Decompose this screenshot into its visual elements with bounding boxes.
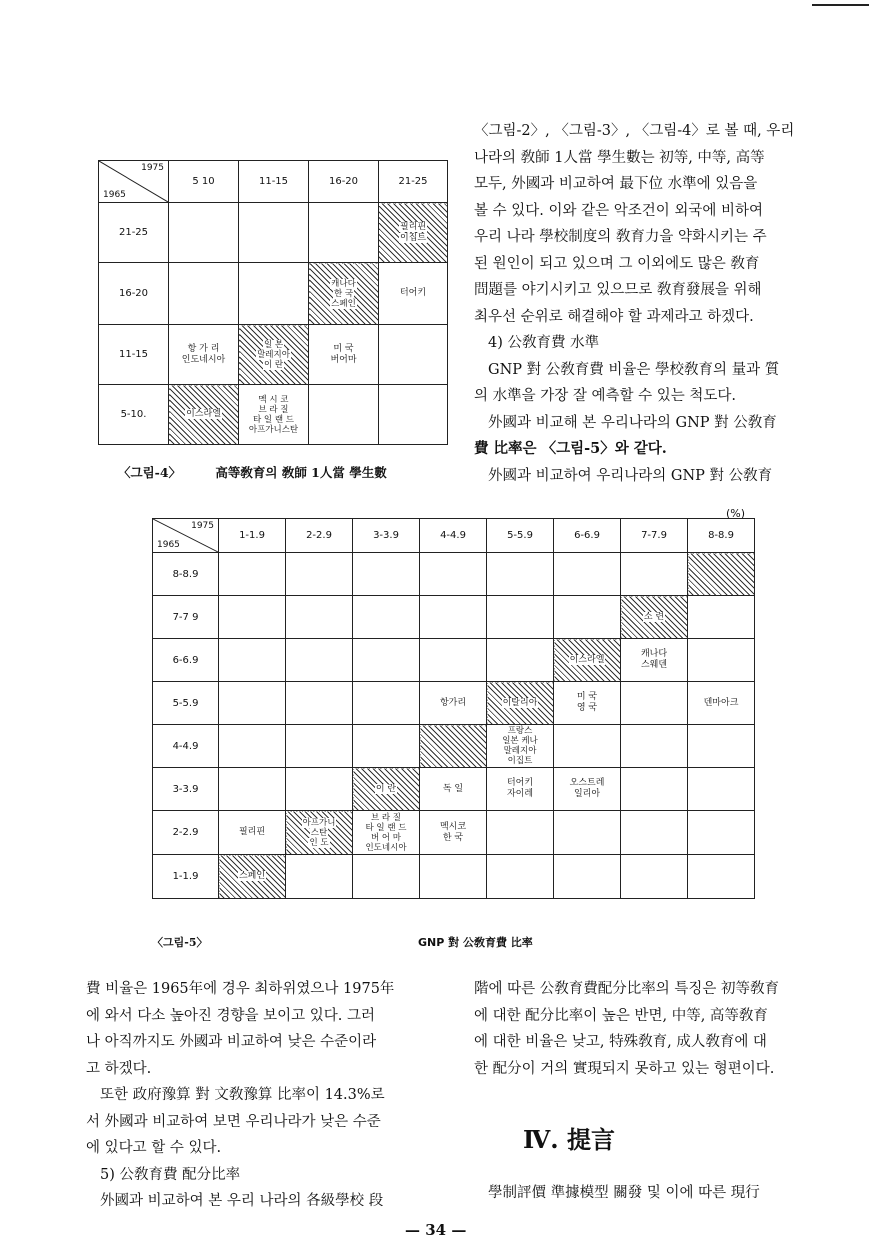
table-cell bbox=[169, 203, 239, 263]
table-cell bbox=[621, 639, 688, 682]
text-line: 〈그림-2〉, 〈그림-3〉, 〈그림-4〉로 볼 때, 우리 bbox=[474, 123, 795, 139]
table-cell bbox=[688, 768, 755, 811]
text-line: 에 와서 다소 높아진 경향을 보이고 있다. 그러 bbox=[86, 1007, 375, 1024]
table-cell bbox=[353, 811, 420, 855]
table-cell bbox=[621, 768, 688, 811]
table-cell bbox=[487, 682, 554, 725]
table-cell bbox=[286, 768, 353, 811]
column-header: 1-1.9 bbox=[219, 519, 286, 553]
country-label: 캐나다 bbox=[331, 278, 356, 289]
country-label: 말레지아 bbox=[503, 746, 537, 756]
table-cell bbox=[219, 639, 286, 682]
column-header: 16-20 bbox=[309, 161, 379, 203]
table-cell bbox=[353, 855, 420, 899]
table-cell bbox=[621, 553, 688, 596]
table-cell bbox=[621, 596, 688, 639]
left-bottom-paragraph bbox=[86, 976, 446, 1215]
table-cell bbox=[219, 596, 286, 639]
text-line: 한 配分이 거의 實現되지 못하고 있는 형편이다. bbox=[474, 1060, 775, 1077]
row-header: 6-6.9 bbox=[153, 639, 219, 682]
country-label: 터어키 bbox=[379, 263, 448, 325]
row-header: 1-1.9 bbox=[153, 855, 219, 899]
country-label: 일 본 bbox=[263, 339, 284, 350]
country-label: 필리핀 bbox=[399, 221, 427, 232]
table-cell bbox=[621, 855, 688, 899]
country-label: 스페인 bbox=[331, 298, 356, 309]
table-cell bbox=[219, 725, 286, 768]
country-label: 이탈리아 bbox=[502, 697, 538, 708]
table-cell bbox=[286, 811, 353, 855]
table-cell bbox=[219, 682, 286, 725]
table-cell bbox=[239, 385, 309, 445]
table-cell bbox=[309, 203, 379, 263]
country-label: 브 라 질 bbox=[370, 812, 402, 823]
table-cell bbox=[688, 855, 755, 899]
country-label: 덴마아크 bbox=[688, 682, 755, 725]
country-label: 이집트 bbox=[507, 756, 533, 766]
country-label: 인 도 bbox=[309, 837, 329, 848]
text-line: 최우선 순위로 해결해야 할 과제라고 하겠다. bbox=[474, 308, 754, 325]
table-cell bbox=[353, 768, 420, 811]
table-cell bbox=[169, 385, 239, 445]
country-label: 인도네시아 bbox=[365, 842, 407, 853]
country-label: 브 라 질 bbox=[258, 404, 289, 415]
country-label: 타 일 랜 드 bbox=[253, 414, 294, 425]
text-line: 나 아직까지도 外國과 비교하여 낮은 수준이라 bbox=[86, 1034, 377, 1050]
table-cell bbox=[554, 639, 621, 682]
table-cell bbox=[554, 768, 621, 811]
text-line: 고 하겠다. bbox=[86, 1060, 152, 1077]
section-iv-heading: Ⅳ. 提言 bbox=[523, 1125, 615, 1154]
table-cell bbox=[420, 855, 487, 899]
table-cell bbox=[621, 811, 688, 855]
table-cell bbox=[688, 553, 755, 596]
row-header: 11-15 bbox=[99, 325, 169, 385]
table-cell bbox=[621, 725, 688, 768]
table-cell bbox=[688, 725, 755, 768]
table-cell bbox=[379, 325, 448, 385]
table-cell bbox=[169, 263, 239, 325]
country-label: 스탄 bbox=[310, 827, 328, 838]
country-label: 타 일 랜 드 bbox=[365, 822, 407, 833]
table-cell bbox=[688, 596, 755, 639]
country-label: 일본 케나 bbox=[502, 736, 538, 746]
caption-label: 〈그림-4〉 bbox=[118, 465, 182, 480]
text-line: 된 원인이 되고 있으며 그 이외에도 많은 敎育 bbox=[474, 255, 760, 272]
row-header: 2-2.9 bbox=[153, 811, 219, 855]
page-number: — 34 — bbox=[405, 1221, 467, 1239]
country-label: 버 어 마 bbox=[370, 832, 402, 843]
table-cell bbox=[487, 639, 554, 682]
country-label: 한 국 bbox=[442, 832, 464, 843]
table-cell bbox=[353, 596, 420, 639]
table-cell bbox=[286, 639, 353, 682]
row-header: 5-10. bbox=[99, 385, 169, 445]
table-cell bbox=[420, 553, 487, 596]
country-label: 버어마 bbox=[330, 354, 357, 365]
text-line: 또한 政府豫算 對 文敎豫算 比率이 14.3%로 bbox=[100, 1087, 385, 1103]
table-cell bbox=[239, 263, 309, 325]
figure-4-table bbox=[98, 160, 448, 445]
row-header: 7-7 9 bbox=[153, 596, 219, 639]
text-line: GNP 對 公敎育費 비율은 學校敎育의 量과 質 bbox=[488, 361, 780, 378]
country-label: 멕 시 코 bbox=[258, 394, 289, 405]
country-label: 스웨덴 bbox=[640, 660, 668, 670]
country-label: 터어키 bbox=[506, 778, 534, 788]
country-label: 프랑스 bbox=[507, 726, 533, 736]
column-header: 5 10 bbox=[169, 161, 239, 203]
corner-cell bbox=[153, 519, 219, 553]
table-cell bbox=[239, 325, 309, 385]
table-cell bbox=[554, 553, 621, 596]
text-line: 의 水準을 가장 잘 예측할 수 있는 척도다. bbox=[474, 388, 736, 404]
text-line: 우리 나라 學校制度의 敎育力을 약화시키는 주 bbox=[474, 229, 767, 245]
text-line: 外國과 비교하여 우리나라의 GNP 對 公敎育 bbox=[488, 467, 773, 484]
country-label: 미 국 bbox=[333, 343, 354, 354]
text-line: 外國과 비교하여 본 우리 나라의 各級學校 段 bbox=[100, 1193, 384, 1209]
section-5-heading: 5) 公敎育費 配分比率 bbox=[100, 1166, 241, 1183]
corner-year-top: 1975 bbox=[141, 163, 164, 173]
table-cell bbox=[554, 811, 621, 855]
table-cell bbox=[420, 639, 487, 682]
table-cell bbox=[487, 811, 554, 855]
figure-5-caption-label: 〈그림-5〉 bbox=[152, 936, 208, 949]
column-header: 8-8.9 bbox=[688, 519, 755, 553]
table-cell bbox=[309, 385, 379, 445]
table-cell bbox=[286, 725, 353, 768]
country-label: 이 란 bbox=[375, 783, 397, 794]
text-line: 에 대한 비율은 낮고, 特殊敎育, 成人敎育에 대 bbox=[474, 1034, 767, 1050]
column-header: 4-4.9 bbox=[420, 519, 487, 553]
section-4-heading: 4) 公敎育費 水準 bbox=[488, 335, 600, 351]
country-label: 아프가니 bbox=[302, 817, 336, 828]
table-cell bbox=[309, 325, 379, 385]
table-cell bbox=[379, 203, 448, 263]
caption-title: 高等敎育의 敎師 1人當 學生數 bbox=[215, 465, 387, 480]
table-cell bbox=[239, 203, 309, 263]
country-label: 이 란 bbox=[263, 359, 284, 370]
corner-cell bbox=[99, 161, 169, 203]
row-header: 8-8.9 bbox=[153, 553, 219, 596]
country-label: 독 일 bbox=[420, 768, 487, 811]
table-cell bbox=[219, 553, 286, 596]
table-cell bbox=[286, 855, 353, 899]
corner-year-top: 1975 bbox=[191, 521, 214, 531]
corner-year-bottom: 1965 bbox=[103, 190, 126, 200]
table-cell bbox=[353, 725, 420, 768]
row-header: 5-5.9 bbox=[153, 682, 219, 725]
country-label: 캐나다 bbox=[640, 649, 668, 659]
table-cell bbox=[487, 553, 554, 596]
country-label: 말레지아 bbox=[257, 349, 290, 360]
country-label: 스페인 bbox=[238, 871, 266, 881]
table-cell bbox=[487, 768, 554, 811]
column-header: 2-2.9 bbox=[286, 519, 353, 553]
table-cell bbox=[353, 553, 420, 596]
text-line: 나라의 敎師 1人當 學生數는 初等, 中等, 高等 bbox=[474, 149, 765, 166]
table-cell bbox=[420, 596, 487, 639]
text-line: 서 外國과 비교하여 보면 우리나라가 낮은 수준 bbox=[86, 1113, 381, 1130]
table-cell bbox=[554, 596, 621, 639]
table-cell bbox=[309, 263, 379, 325]
country-label: 항 가 리 bbox=[187, 343, 220, 354]
table-cell bbox=[688, 639, 755, 682]
table-cell bbox=[353, 639, 420, 682]
table-cell bbox=[621, 682, 688, 725]
text-line: 問題를 야기시키고 있으므로 敎育發展을 위해 bbox=[474, 282, 762, 298]
country-label: 아프가니스탄 bbox=[248, 424, 299, 435]
country-label: 이집트 bbox=[399, 232, 427, 243]
column-header: 3-3.9 bbox=[353, 519, 420, 553]
corner-year-bottom: 1965 bbox=[157, 540, 180, 550]
right-top-paragraph bbox=[474, 118, 834, 489]
column-header: 7-7.9 bbox=[621, 519, 688, 553]
row-header: 21-25 bbox=[99, 203, 169, 263]
country-label: 일리아 bbox=[573, 789, 601, 799]
country-label: 영 국 bbox=[576, 703, 598, 713]
table-cell bbox=[688, 811, 755, 855]
text-line: 에 대한 配分比率이 높은 반면, 中等, 高等敎育 bbox=[474, 1007, 768, 1024]
table-cell bbox=[286, 682, 353, 725]
column-header: 6-6.9 bbox=[554, 519, 621, 553]
row-header: 3-3.9 bbox=[153, 768, 219, 811]
figure-5-caption-title: GNP 對 公敎育費 比率 bbox=[418, 936, 533, 949]
table-cell bbox=[286, 596, 353, 639]
table-cell bbox=[219, 855, 286, 899]
text-line: 階에 따른 公敎育費配分比率의 특징은 初等敎育 bbox=[474, 981, 779, 997]
country-label: 이스라엘 bbox=[186, 409, 221, 419]
column-header: 11-15 bbox=[239, 161, 309, 203]
table-cell bbox=[487, 725, 554, 768]
country-label: 이스라엘 bbox=[569, 654, 605, 665]
country-label: 오스트레 bbox=[569, 778, 605, 788]
table-cell bbox=[554, 855, 621, 899]
text-line: 費 비율은 1965年에 경우 최하위였으나 1975年 bbox=[86, 981, 395, 997]
table-cell bbox=[487, 596, 554, 639]
unit-label: (%) bbox=[726, 507, 746, 520]
row-header: 4-4.9 bbox=[153, 725, 219, 768]
country-label: 자이레 bbox=[506, 789, 534, 799]
text-line: 費 比率은 〈그림-5〉와 같다. bbox=[474, 440, 667, 457]
table-cell bbox=[219, 768, 286, 811]
table-cell bbox=[487, 855, 554, 899]
country-label: 한 국 bbox=[333, 288, 354, 299]
column-header: 5-5.9 bbox=[487, 519, 554, 553]
table-cell bbox=[554, 682, 621, 725]
table-cell bbox=[379, 385, 448, 445]
country-label: 필리핀 bbox=[219, 811, 286, 855]
header-rule bbox=[812, 4, 869, 6]
column-header: 21-25 bbox=[379, 161, 448, 203]
table-cell bbox=[554, 725, 621, 768]
text-line: 볼 수 있다. 이와 같은 악조건이 외국에 비하여 bbox=[474, 202, 763, 219]
table-cell bbox=[353, 682, 420, 725]
table-cell bbox=[286, 553, 353, 596]
right-bottom-paragraph bbox=[474, 976, 834, 1082]
table-cell bbox=[420, 725, 487, 768]
country-label: 소 련 bbox=[643, 611, 665, 622]
country-label: 미 국 bbox=[576, 692, 598, 702]
country-label: 인도네시아 bbox=[181, 354, 226, 365]
figure-4-caption bbox=[118, 463, 387, 481]
table-cell bbox=[420, 811, 487, 855]
table-cell bbox=[169, 325, 239, 385]
text-line: 外國과 비교해 본 우리나라의 GNP 對 公敎育 bbox=[488, 414, 777, 431]
figure-5-table bbox=[152, 518, 755, 899]
country-label: 멕시코 bbox=[439, 821, 467, 832]
section-iv-first-line: 學制評價 準據模型 關發 및 이에 따른 現行 bbox=[488, 1185, 760, 1201]
row-header: 16-20 bbox=[99, 263, 169, 325]
country-label: 항가리 bbox=[420, 682, 487, 725]
text-line: 모두, 外國과 비교하여 最下位 水準에 있음을 bbox=[474, 176, 758, 192]
text-line: 에 있다고 할 수 있다. bbox=[86, 1140, 222, 1156]
